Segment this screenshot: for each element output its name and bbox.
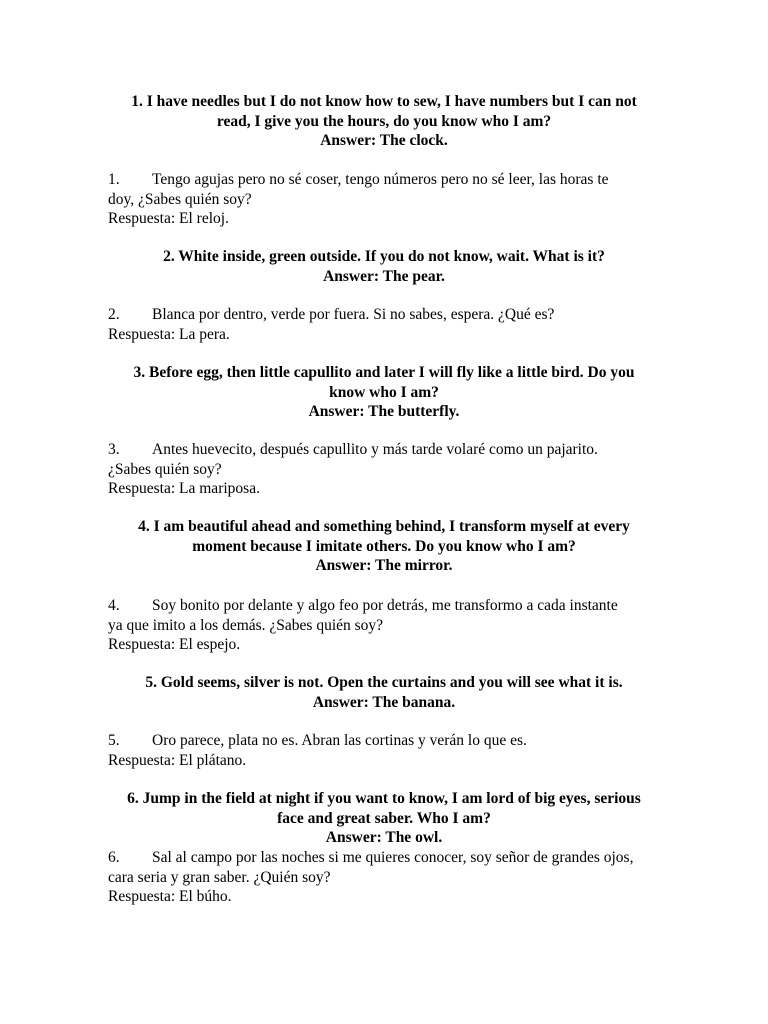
riddle-3-english <box>108 363 660 422</box>
riddle-6-spanish-answer: Respuesta: El búho. <box>108 888 232 905</box>
riddle-3-english-line-1: 3. Before egg, then little capullito and later I will fly like a little bird. Do you <box>133 364 635 381</box>
riddle-5-english <box>108 673 660 712</box>
riddle-5-spanish-line-1: Oro parece, plata no es. Abran las cortinas y verán lo que es. <box>152 732 527 749</box>
riddle-3-english-line-2: know who I am? <box>329 383 439 401</box>
riddle-4-spanish-line-2: ya que imito a los demás. ¿Sabes quién soy? <box>108 616 384 634</box>
riddle-3-spanish-line-1: Antes huevecito, después capullito y más tarde volaré como un pajarito. <box>152 441 598 458</box>
riddle-2-spanish-answer: Respuesta: La pera. <box>108 325 230 343</box>
riddle-3-spanish <box>108 440 668 499</box>
riddle-5-spanish-answer: Respuesta: El plátano. <box>108 751 247 769</box>
riddle-6-spanish-line-1: Sal al campo por las noches si me quieres conocer, soy señor de grandes ojos, <box>152 849 634 866</box>
riddle-4-english <box>108 517 660 576</box>
riddle-4-spanish-number: 4. <box>108 597 120 614</box>
riddle-4-english-answer: Answer: The mirror. <box>315 557 453 574</box>
riddle-4-spanish-answer: Respuesta: El espejo. <box>108 636 241 653</box>
riddle-6-english-line-1: 6. Jump in the field at night if you want to know, I am lord of big eyes, serious <box>127 790 641 807</box>
riddle-4-english-line-2: moment because I imitate others. Do you know who I am? <box>192 537 576 555</box>
riddle-6-english-line-2: face and great saber. Who I am? <box>277 809 491 827</box>
riddle-1-spanish-number: 1. <box>108 171 120 188</box>
riddle-2-english <box>108 247 660 286</box>
riddle-6-spanish-number: 6. <box>108 849 120 866</box>
riddle-3-english-answer: Answer: The butterfly. <box>308 403 460 420</box>
riddle-5-spanish <box>108 731 668 770</box>
riddle-3-spanish-number: 3. <box>108 441 120 458</box>
riddle-6-spanish-line-2: cara seria y gran saber. ¿Quién soy? <box>108 868 331 886</box>
riddle-1-english <box>108 92 660 151</box>
riddle-4-english-line-1: 4. I am beautiful ahead and something behind, I transform myself at every <box>138 518 630 535</box>
riddle-1-english-answer: Answer: The clock. <box>320 132 448 149</box>
riddle-5-spanish-number: 5. <box>108 732 120 749</box>
riddle-5-english-answer: Answer: The banana. <box>312 693 456 711</box>
riddle-1-spanish <box>108 170 668 229</box>
riddle-5-english-line-1: 5. Gold seems, silver is not. Open the curtains and you will see what it is. <box>145 674 623 691</box>
riddle-6-english-answer: Answer: The owl. <box>325 829 443 846</box>
riddle-4-spanish <box>108 596 668 655</box>
riddle-3-spanish-answer: Respuesta: La mariposa. <box>108 480 260 497</box>
riddle-2-spanish-number: 2. <box>108 306 120 323</box>
riddle-6-spanish <box>108 848 668 907</box>
riddle-4-spanish-line-1: Soy bonito por delante y algo feo por detrás, me transformo a cada instante <box>152 597 618 614</box>
riddle-2-spanish <box>108 305 668 344</box>
riddle-6-english <box>108 789 660 848</box>
riddle-3-spanish-line-2: ¿Sabes quién soy? <box>108 460 222 478</box>
riddle-1-english-line-1: 1. I have needles but I do not know how to sew, I have numbers but I can not <box>131 93 637 110</box>
riddle-1-spanish-line-2: doy, ¿Sabes quién soy? <box>108 190 252 208</box>
riddle-1-spanish-answer: Respuesta: El reloj. <box>108 210 229 227</box>
riddle-2-english-line-1: 2. White inside, green outside. If you do not know, wait. What is it? <box>163 248 605 265</box>
riddle-2-english-answer: Answer: The pear. <box>323 267 445 285</box>
riddle-1-english-line-2: read, I give you the hours, do you know who I am? <box>216 112 552 130</box>
riddle-2-spanish-line-1: Blanca por dentro, verde por fuera. Si no sabes, espera. ¿Qué es? <box>152 306 555 323</box>
riddle-1-spanish-line-1: Tengo agujas pero no sé coser, tengo números pero no sé leer, las horas te <box>152 171 609 188</box>
